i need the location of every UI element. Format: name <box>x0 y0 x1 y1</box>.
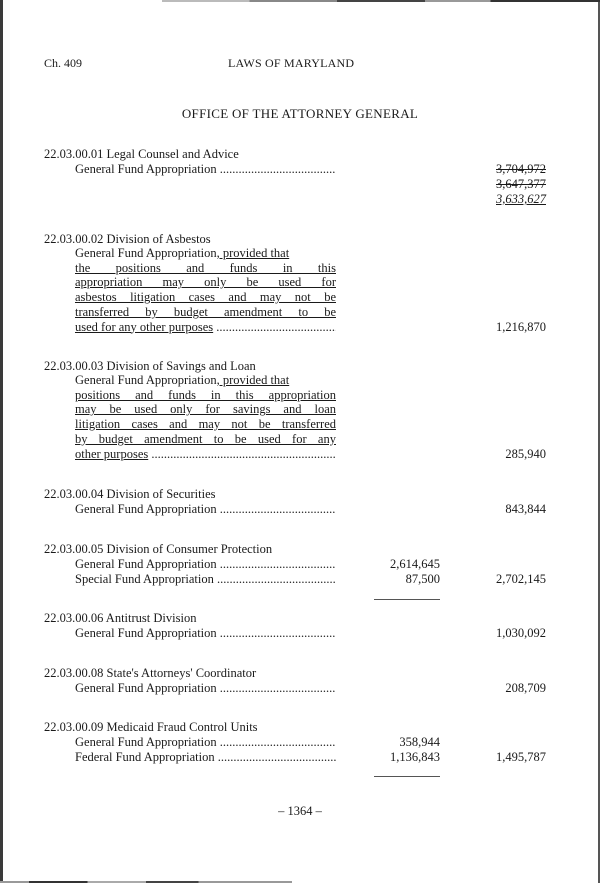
condition-line: positions and funds in this appropriation <box>75 387 336 402</box>
struck-total: 3,704,972 <box>496 162 546 176</box>
fund-amount: 87,500 <box>405 572 440 586</box>
fund-label: General Fund Appropriation ..... <box>75 681 336 695</box>
condition-line <box>75 246 336 261</box>
section-title: 22.03.00.04 Division of Securities <box>44 487 216 501</box>
scan-border-top <box>162 0 600 2</box>
subtotal-rule <box>374 776 440 777</box>
fund-line <box>75 557 336 572</box>
condition-line <box>75 320 336 335</box>
section-title: 22.03.00.09 Medicaid Fraud Control Units <box>44 720 258 734</box>
condition-line: transferred by budget amendment to be <box>75 304 336 319</box>
fund-amount: 1,136,843 <box>390 750 440 764</box>
fund-label: Special Fund Appropriation ..... <box>75 572 336 586</box>
section-total: 1,216,870 <box>496 320 546 334</box>
section-title: 22.03.00.01 Legal Counsel and Advice <box>44 147 239 161</box>
condition-text: other purposes <box>75 446 149 461</box>
fund-line <box>75 750 336 765</box>
fund-amount: 358,944 <box>399 735 440 749</box>
section-title: 22.03.00.05 Division of Consumer Protection <box>44 542 273 556</box>
chapter-number: Ch. 409 <box>44 56 83 70</box>
condition-line: asbestos litigation cases and may not be <box>75 290 336 305</box>
leader-dots <box>213 320 336 334</box>
fund-line <box>75 626 336 641</box>
section-total: 3,633,627 <box>496 192 546 206</box>
condition-line: the positions and funds in this <box>75 260 336 275</box>
fund-line <box>75 681 336 696</box>
fund-label: Federal Fund Appropriation ..... <box>75 750 336 764</box>
section-total: 1,495,787 <box>496 750 546 764</box>
section-title: 22.03.00.06 Antitrust Division <box>44 611 197 625</box>
section-title: 22.03.00.02 Division of Asbestos <box>44 232 211 246</box>
condition-text: , provided that <box>216 246 290 260</box>
fund-label: General Fund Appropriation ..... <box>75 626 336 640</box>
leader-dots <box>148 447 336 461</box>
condition-line: litigation cases and may not be transferred <box>75 417 336 432</box>
fund-amount: 2,614,645 <box>390 557 440 571</box>
section-title: 22.03.00.03 Division of Savings and Loan <box>44 359 256 373</box>
condition-text: , provided that <box>216 373 290 387</box>
page-number: – 1364 – <box>278 804 322 818</box>
condition-line <box>75 373 336 388</box>
fund-label: General Fund Appropriation ..... <box>75 557 336 571</box>
fund-line <box>75 572 336 587</box>
running-header-title: LAWS OF MARYLAND <box>228 56 355 70</box>
struck-total: 3,647,377 <box>496 177 546 191</box>
section-total: 1,030,092 <box>496 626 546 640</box>
fund-label: General Fund Appropriation <box>75 373 217 387</box>
condition-line: by budget amendment to be used for any <box>75 431 336 446</box>
fund-line <box>75 162 336 177</box>
section-total: 2,702,145 <box>496 572 546 586</box>
condition-line: may be used only for savings and loan <box>75 402 336 417</box>
fund-label: General Fund Appropriation ..... <box>75 162 336 176</box>
section-title: 22.03.00.08 State's Attorneys' Coordinator <box>44 666 257 680</box>
section-total: 843,844 <box>505 502 546 516</box>
condition-line: appropriation may only be used for <box>75 275 336 290</box>
fund-condition-text <box>75 373 336 461</box>
fund-condition-text <box>75 246 336 334</box>
fund-label: General Fund Appropriation ..... <box>75 735 336 749</box>
scan-border-left <box>0 0 3 883</box>
fund-line <box>75 502 336 517</box>
office-title: OFFICE OF THE ATTORNEY GENERAL <box>181 106 419 121</box>
section-total: 285,940 <box>505 447 546 461</box>
fund-label: General Fund Appropriation <box>75 246 217 260</box>
subtotal-rule <box>374 599 440 600</box>
condition-line <box>75 447 336 462</box>
fund-line <box>75 735 336 750</box>
fund-label: General Fund Appropriation ..... <box>75 502 336 516</box>
section-total: 208,709 <box>505 681 546 695</box>
condition-text: used for any other purposes <box>75 319 214 334</box>
